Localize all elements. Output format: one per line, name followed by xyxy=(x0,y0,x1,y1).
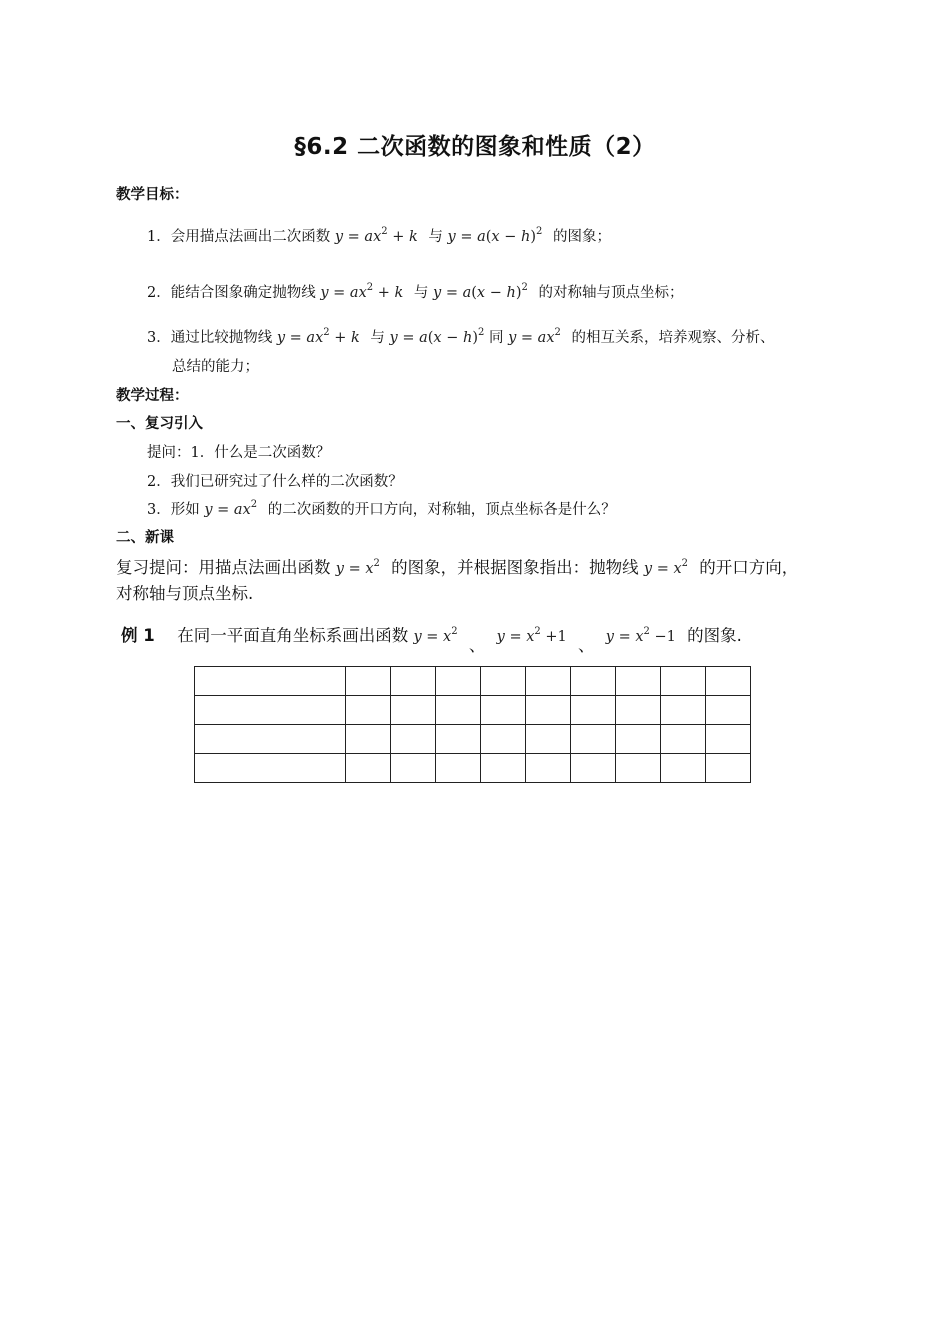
table-cell xyxy=(706,725,751,754)
formula-y-a-x-minus-h-sq: $y = a(x - h)^2$ xyxy=(389,327,485,346)
formula-y-ax2: $y = ax^2$ xyxy=(508,327,561,346)
table-row xyxy=(195,754,751,783)
objective-2-text-a: 能结合图象确定抛物线 xyxy=(170,285,316,301)
table-cell xyxy=(571,696,616,725)
table-cell xyxy=(661,725,706,754)
example-text-b: 的图象. xyxy=(687,626,742,645)
objective-3-number: 3． xyxy=(147,330,171,346)
objective-3-text-d: 的相互关系，培养观察、分析、 xyxy=(571,330,775,346)
table-cell xyxy=(436,754,481,783)
separator-comma: 、 xyxy=(468,636,486,655)
table-cell xyxy=(571,725,616,754)
table-cell xyxy=(616,667,661,696)
value-table xyxy=(194,666,751,783)
section-2-heading: 二、新课 xyxy=(116,530,174,546)
objective-item-1 xyxy=(147,225,611,246)
question-3-rest: 的二次函数的开口方向，对称轴，顶点坐标各是什么？ xyxy=(267,502,616,518)
formula-y-ax2-plus-k: $y = ax^2 + k$ xyxy=(334,226,418,245)
page-title: §6.2 二次函数的图象和性质（2） xyxy=(294,134,656,160)
review-prompt-a: 复习提问：用描点法画出函数 xyxy=(116,558,331,577)
objective-2-text-b: 与 xyxy=(413,285,429,301)
review-prompt xyxy=(116,554,798,578)
formula-y-x2: $y = x^2$ xyxy=(335,558,380,577)
formula-y-x2-plus-1: $y = x^2 +1$ xyxy=(496,626,567,645)
table-cell xyxy=(706,754,751,783)
objective-2-text-c: 的对称轴与顶点坐标； xyxy=(538,285,684,301)
table-cell xyxy=(481,667,526,696)
objective-3-text-c: 同 xyxy=(488,330,504,346)
table-cell xyxy=(571,754,616,783)
table-cell xyxy=(481,725,526,754)
objective-3-text-a: 通过比较抛物线 xyxy=(170,330,273,346)
formula-y-ax2: $y = ax^2$ xyxy=(204,499,258,518)
table-cell xyxy=(661,696,706,725)
table-row xyxy=(195,725,751,754)
table-row xyxy=(195,667,751,696)
table-cell xyxy=(391,696,436,725)
review-prompt-c: 的开口方向， xyxy=(699,558,799,577)
formula-y-ax2-plus-k: $y = ax^2 + k$ xyxy=(276,327,360,346)
separator-comma: 、 xyxy=(578,636,595,655)
review-question-3 xyxy=(147,498,616,519)
formula-y-a-x-minus-h-sq: $y = a(x - h)^2$ xyxy=(433,282,528,301)
table-cell xyxy=(526,754,571,783)
formula-y-x2: $y = x^2$ xyxy=(643,558,689,577)
formula-y-a-x-minus-h-sq: $y = a(x - h)^2$ xyxy=(447,226,543,245)
table-cell xyxy=(526,725,571,754)
question-3-lead: 3．形如 xyxy=(147,502,200,518)
table-cell xyxy=(481,754,526,783)
table-cell xyxy=(436,696,481,725)
example-text-a: 在同一平面直角坐标系画出函数 xyxy=(177,626,409,645)
process-heading: 教学过程： xyxy=(116,388,189,404)
table-row-label-cell xyxy=(195,667,346,696)
table-cell xyxy=(346,696,391,725)
table-cell xyxy=(436,725,481,754)
table-cell xyxy=(706,667,751,696)
objective-item-3 xyxy=(147,326,774,347)
table-row xyxy=(195,696,751,725)
example-label: 例 1 xyxy=(121,626,155,645)
table-cell xyxy=(346,754,391,783)
formula-y-ax2-plus-k: $y = ax^2 + k$ xyxy=(320,282,404,301)
table-cell xyxy=(346,725,391,754)
objective-item-2 xyxy=(147,281,683,302)
table-cell xyxy=(391,667,436,696)
table-cell xyxy=(571,667,616,696)
objective-1-text-a: 会用描点法画出二次函数 xyxy=(170,229,331,245)
table-cell xyxy=(526,696,571,725)
table-cell xyxy=(391,725,436,754)
review-question-2: 2．我们已研究过了什么样的二次函数？ xyxy=(147,474,403,490)
objective-1-text-b: 与 xyxy=(428,229,443,245)
table-cell xyxy=(481,696,526,725)
table-row-label-cell xyxy=(195,696,346,725)
section-1-heading: 一、复习引入 xyxy=(116,416,203,432)
table-cell xyxy=(616,696,661,725)
table-row-label-cell xyxy=(195,754,346,783)
objective-1-text-c: 的图象； xyxy=(552,229,611,245)
formula-y-x2-minus-1: $y = x^2 -1$ xyxy=(605,626,676,645)
objective-3-continuation: 总结的能力； xyxy=(172,359,259,375)
review-question-1: 提问：1．什么是二次函数？ xyxy=(147,445,331,461)
table-cell xyxy=(391,754,436,783)
review-prompt-b: 的图象，并根据图象指出：抛物线 xyxy=(391,558,639,577)
objective-2-number: 2． xyxy=(147,285,171,301)
table-row-label-cell xyxy=(195,725,346,754)
example-1 xyxy=(121,622,742,655)
objectives-heading: 教学目标： xyxy=(116,187,189,203)
table-cell xyxy=(706,696,751,725)
objective-3-text-b: 与 xyxy=(370,330,385,346)
table-cell xyxy=(616,725,661,754)
table-cell xyxy=(661,667,706,696)
objective-1-number: 1． xyxy=(147,229,171,245)
table-cell xyxy=(616,754,661,783)
table-cell xyxy=(661,754,706,783)
table-cell xyxy=(346,667,391,696)
review-prompt-continuation: 对称轴与顶点坐标. xyxy=(116,584,254,603)
table-cell xyxy=(436,667,481,696)
formula-y-x2: $y = x^2$ xyxy=(413,626,458,645)
table-cell xyxy=(526,667,571,696)
